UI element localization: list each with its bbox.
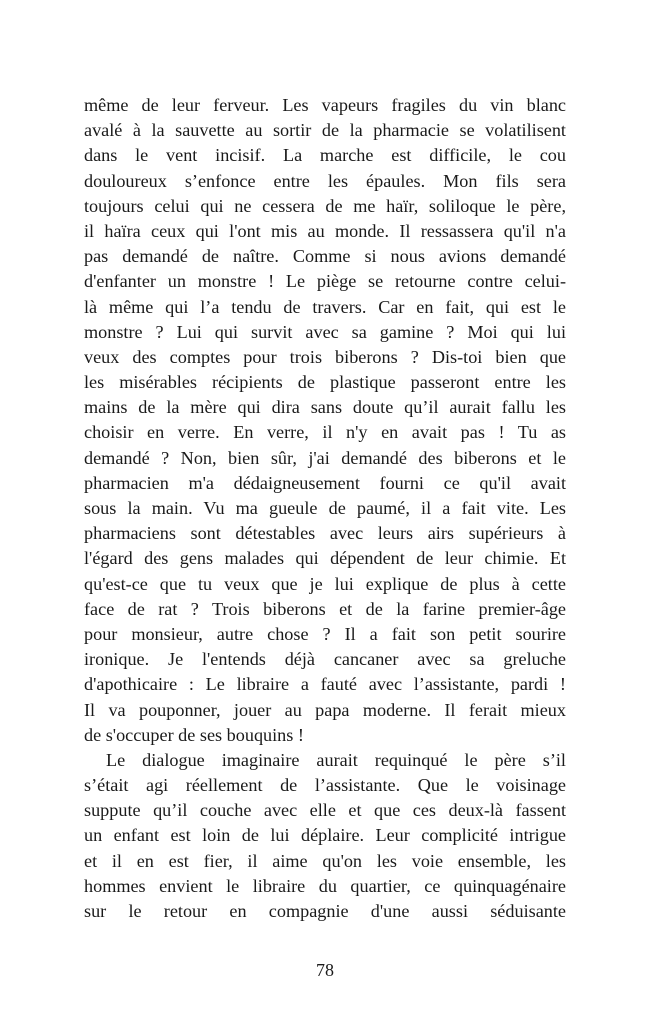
- text-line: hommes envient le libraire du quartier, ce quinquagénaire: [84, 875, 566, 896]
- page-number: 78: [316, 960, 334, 980]
- text-line: sous la main. Vu ma gueule de paumé, il a fait vite. Les: [84, 498, 566, 518]
- text-line: choisir en verre. En verre, il n'y en avait pas ! Tu as: [84, 422, 566, 443]
- text-line: veux des comptes pour trois biberons ? Dis-toi bien que: [84, 346, 566, 367]
- text-line: pharmacien m'a dédaigneusement fourni ce qu'il avait: [84, 472, 566, 493]
- text-line: dans le vent incisif. La marche est difficile, le cou: [84, 145, 566, 166]
- text-line: monstre ? Lui qui survit avec sa gamine ? Moi qui lui: [84, 321, 566, 342]
- text-line: suppute qu’il couche avec elle et que ces deux-là fassent: [84, 800, 566, 821]
- text-line: douloureux s’enfonce entre les épaules. Mon fils sera: [84, 170, 566, 191]
- text-line: avalé à la sauvette au sortir de la pharmacie se volatilisent: [84, 120, 566, 141]
- text-line: d'apothicaire : Le libraire a fauté avec l’assistante, pardi !: [84, 674, 566, 695]
- text-line: face de rat ? Trois biberons et de la farine premier-âge: [84, 598, 566, 619]
- page-body: [84, 93, 566, 924]
- paragraph: [84, 93, 566, 748]
- text-line: et il en est fier, il aime qu'on les voie ensemble, les: [84, 850, 566, 871]
- text-line: un enfant est loin de lui déplaire. Leur complicité intrigue: [84, 825, 566, 846]
- text-line: pharmaciens sont détestables avec leurs airs supérieurs à: [84, 523, 566, 544]
- text-line: Il va pouponner, jouer au papa moderne. Il ferait mieux: [84, 699, 566, 720]
- text-line: ironique. Je l'entends déjà cancaner avec sa greluche: [84, 649, 566, 670]
- text-line: même de leur ferveur. Les vapeurs fragiles du vin blanc: [84, 95, 566, 115]
- paragraph: [84, 748, 566, 924]
- text-line: d'enfanter un monstre ! Le piège se retourne contre celui-: [84, 271, 566, 292]
- text-line: qu'est-ce que tu veux que je lui explique de plus à cette: [84, 573, 566, 594]
- text-line: s’était agi réellement de l’assistante. Que le voisinage: [84, 775, 566, 796]
- text-line: là même qui l’a tendu de travers. Car en fait, qui est le: [84, 296, 566, 317]
- text-line: toujours celui qui ne cessera de me haïr, soliloque le père,: [84, 195, 566, 216]
- text-line: les misérables récipients de plastique passeront entre les: [84, 372, 566, 393]
- text-line: sur le retour en compagnie d'une aussi séduisante: [84, 901, 566, 921]
- text-line: il haïra ceux qui l'ont mis au monde. Il ressassera qu'il n'a: [84, 220, 566, 241]
- text-line: Le dialogue imaginaire aurait requinqué le père s’il: [106, 749, 566, 770]
- text-line: de s'occuper de ses bouquins !: [84, 724, 304, 745]
- text-line: demandé ? Non, bien sûr, j'ai demandé des biberons et le: [84, 447, 566, 468]
- text-line: mains de la mère qui dira sans doute qu’il aurait fallu les: [84, 397, 566, 418]
- text-line: pas demandé de naître. Comme si nous avions demandé: [84, 246, 566, 267]
- text-line: l'égard des gens malades qui dépendent de leur chimie. Et: [84, 548, 566, 569]
- text-line: pour monsieur, autre chose ? Il a fait son petit sourire: [84, 623, 566, 644]
